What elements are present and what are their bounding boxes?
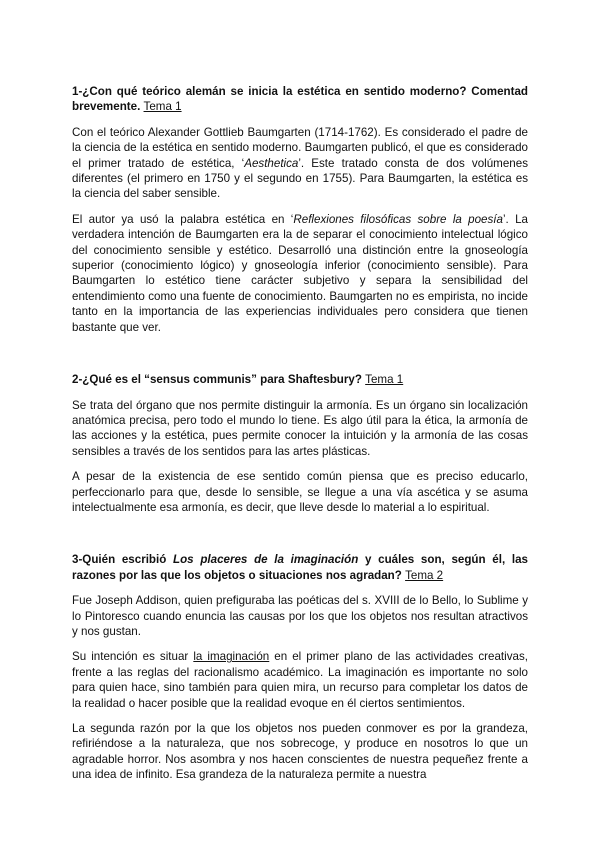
question-3-title-start: 3-Quién escribió [72,553,174,567]
section-spacer [72,525,528,552]
text-run: en el primer plano de las actividades creativas, frente a las reglas del racionalismo académico. La imaginación es importante no solo para quien hace, sino también para quien mira, un recurso para completar los datos de la realidad o hacer posible que la realidad evoque en él ciertos sentimientos. [72,650,528,710]
question-2-tema: Tema 1 [365,373,404,387]
question-2-heading [72,372,528,387]
question-2-paragraph-1: Se trata del órgano que nos permite distinguir la armonía. Es un órgano sin localización anatómica precisa, pero todo el mundo lo tiene. Es algo útil para la ética, la armonía de las acciones y la estética, pues permite conocer la intuición y la armonía de las cosas sensibles a través de los sentidos para las artes plásticas. [72,398,528,458]
question-1-paragraph-2 [72,212,528,335]
text-run: ’. La verdadera intención de Baumgarten era la de separar el conocimiento intelectual lógico del conocimiento sensible y estético. Desarrolló una distinción entre la gnoseología superior (conocimiento lógico) y gnoseología inferior (conocimiento sensible). Para Baumgarten lo estético tiene carácter subjetivo y separa la sensibilidad del entendimiento como una fuente de conocimiento. Baumgarten no es empirista, no incide tanto en la importancia de las experiencias individuales pero considera que tienen bastante que ver. [72,212,528,334]
question-3-tema: Tema 2 [405,568,444,582]
question-3-paragraph-1: Fue Joseph Addison, quien prefiguraba las poéticas del s. XVIII de lo Bello, lo Sublime y lo Pintoresco cuando enuncia las causas por los que los objetos nos resultan atractivos y nos gustan. [72,594,528,638]
text-run: El autor ya usó la palabra estética en ‘ [72,212,294,226]
section-spacer [72,345,528,372]
book-title-aesthetica: Aesthetica [244,156,299,170]
question-3-title-end: y cuáles son, según él, las razones por las que los objetos o situaciones nos agradan? [72,553,528,582]
text-run: ’. Este tratado consta de dos volúmenes diferentes (el primero en 1750 y el segundo en 1755). Para Baumgarten, la estética es la ciencia del saber sensible. [72,156,528,201]
question-3-heading [72,552,528,583]
question-1-heading [72,84,528,115]
text-run: Su intención es situar [72,650,194,664]
question-1-tema: Tema 1 [143,100,182,114]
question-2-title: 2-¿Qué es el “sensus communis” para Shaftesbury? [72,373,362,387]
question-2-paragraph-2: A pesar de la existencia de ese sentido común piensa que es preciso educarlo, perfeccionarlo para que, desde lo sensible, se llegue a una vía ascética y se asuma intelectualmente esa armonía, es decir, que lleve desde lo material a lo espiritual. [72,470,528,514]
book-title-reflexiones: Reflexiones filosóficas sobre la poesía [293,212,503,226]
question-1-title: 1-¿Con qué teórico alemán se inicia la estética en sentido moderno? Comentad brevemente. [72,85,528,114]
text-run: Con el teórico Alexander Gottlieb Baumgarten (1714-1762). Es considerado el padre de la ciencia de la estética en sentido moderno. Baumgarten publicó, el que es considerado el primer tratado de estética, ‘ [72,125,528,170]
underlined-term-imaginacion: la imaginación [193,650,270,664]
question-3-paragraph-2 [72,649,528,711]
question-3-paragraph-3: La segunda razón por la que los objetos nos pueden conmover es por la grandeza, refiriéndose a la naturaleza, que nos sobrecoge, y produce en nosotros lo que un agradable horror. Nos asombra y nos hacen conscientes de nuestra pequeñez frente a una idea de infinito. Esa grandeza de la naturaleza permite a nuestra [72,722,528,782]
document-page [72,84,528,793]
question-1-paragraph-1 [72,125,528,202]
question-3-book-title: Los placeres de la imaginación [173,553,359,567]
